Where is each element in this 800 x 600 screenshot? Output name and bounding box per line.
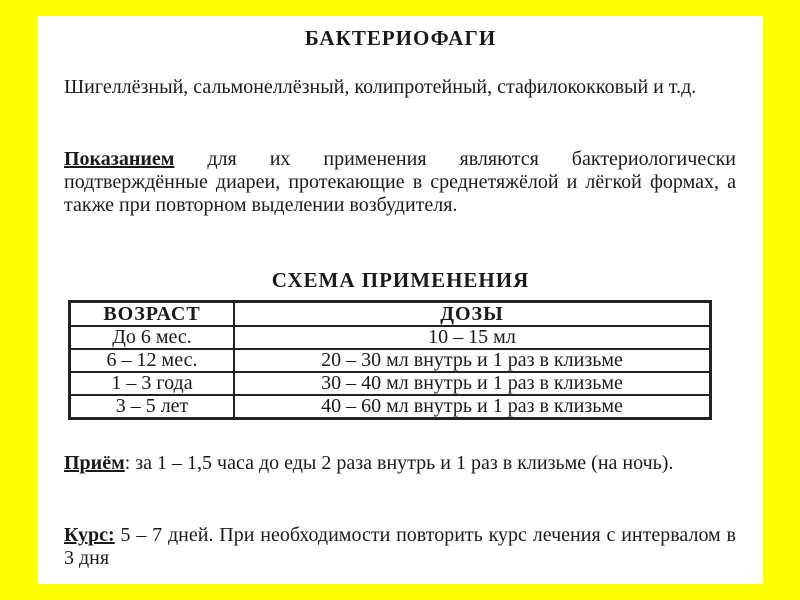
document-sheet [38,16,763,584]
age-cell: 1 – 3 года [70,372,235,395]
dosage-table [68,300,712,420]
table-row [70,349,711,372]
age-cell: 3 – 5 лет [70,395,235,419]
table-row [70,372,711,395]
phage-types-paragraph: Шигеллёзный, сальмонеллёзный, колипротейный, стафилококковый и т.д. [64,76,697,98]
table-row [70,326,711,349]
dose-cell: 40 – 60 мл внутрь и 1 раз в клизьме [234,395,711,419]
indication-paragraph [64,148,736,217]
age-cell: До 6 мес. [70,326,235,349]
course-lead: Курс: [64,524,115,546]
age-column-header: ВОЗРАСТ [70,302,235,327]
table-header-row [70,302,711,327]
indication-lead: Показанием [64,148,175,170]
course-text: 5 – 7 дней. При необходимости повторить курс лечения с интервалом в 3 дня [64,524,736,569]
table-row [70,395,711,419]
dose-cell: 30 – 40 мл внутрь и 1 раз в клизьме [234,372,711,395]
course-paragraph [64,524,736,570]
dose-column-header: ДОЗЫ [234,302,711,327]
page-title: БАКТЕРИОФАГИ [304,26,497,50]
intake-text: : за 1 – 1,5 часа до еды 2 раза внутрь и 1 раз в клизьме (на ночь). [124,452,674,474]
dose-cell: 20 – 30 мл внутрь и 1 раз в клизьме [234,349,711,372]
dose-cell: 10 – 15 мл [234,326,711,349]
age-cell: 6 – 12 мес. [70,349,235,372]
intake-paragraph [64,452,736,475]
indication-text: для их применения являются бактериологически подтверждённые диареи, протекающие в среднетяжёлой и лёгкой формах, а также при повторном выделении возбудителя. [64,148,736,216]
scheme-title: СХЕМА ПРИМЕНЕНИЯ [271,268,530,292]
intake-lead: Приём [64,452,125,474]
